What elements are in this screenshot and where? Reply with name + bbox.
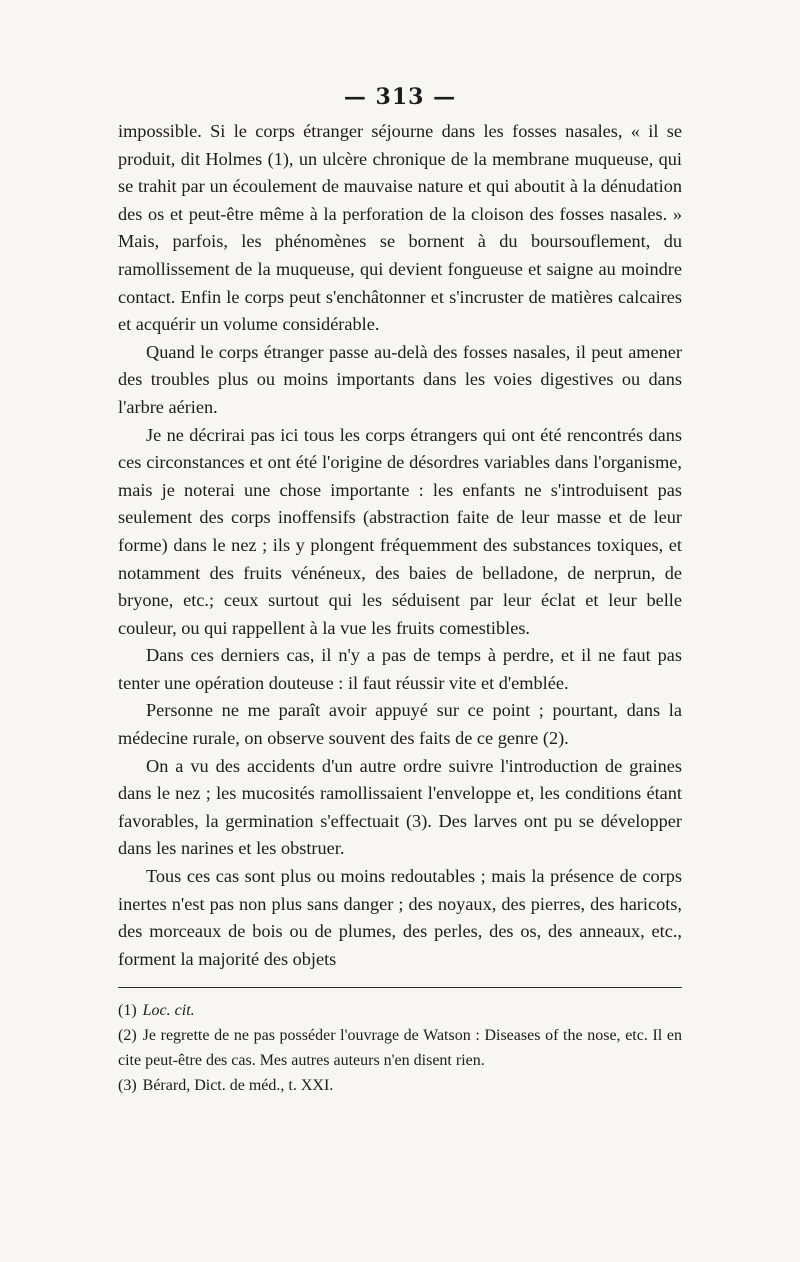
page-number: — 313 — — [343, 84, 457, 110]
paragraph: On a vu des accidents d'un autre ordre suivre l'introduction de graines dans le nez ; les mucosités ramollissaient l'enveloppe et, les conditions étant favorables, la germination s'effectuait (3). Des larves ont pu se développer dans les narines et les obstruer. — [118, 755, 682, 859]
paragraph: impossible. Si le corps étranger séjourne dans les fosses nasales, « il se produit, dit Holmes (1), un ulcère chronique de la membrane muqueuse, qui se trahit par un écoulement de mauvaise nature et qui aboutit à la dénudation des os et peut-être même à la perforation de la cloison des fosses nasales. » Mais, parfois, les phénomènes se bornent à du boursouflement, du ramollissement de la muqueuse, qui devient fongueuse et saigne au moindre contact. Enfin le corps peut s'enchâtonner et s'incruster de matières calcaires et acquérir un volume considérable. — [118, 121, 682, 335]
footnote-divider — [118, 987, 682, 988]
footnote-text: Bérard, Dict. de méd., t. XXI. — [142, 1077, 334, 1095]
footnote-ref: (2) — [118, 1027, 137, 1045]
paragraph: Quand le corps étranger passe au-delà des fosses nasales, il peut amener des troubles plus ou moins importants dans les voies digestives ou dans l'arbre aérien. — [118, 341, 682, 417]
footnote-text: Loc. cit. — [142, 1002, 195, 1020]
paragraph: Je ne décrirai pas ici tous les corps étrangers qui ont été rencontrés dans ces circonstances et ont été l'origine de désordres variables dans l'organisme, mais je noterai une chose importante : les enfants ne s'introduisent pas seulement des corps inoffensifs (abstraction faite de leur masse et de leur forme) dans le nez ; ils y plongent fréquemment des substances toxiques, et notamment des fruits vénéneux, des baies de belladone, de nerprun, de bryone, etc.; ceux surtout qui les séduisent par leur éclat et leur belle couleur, ou qui rappellent à la vue les fruits comestibles. — [118, 424, 682, 638]
paragraph: Tous ces cas sont plus ou moins redoutables ; mais la présence de corps inertes n'est pas non plus sans danger ; des noyaux, des pierres, des haricots, des morceaux de bois ou de plumes, des perles, des os, des anneaux, etc., forment la majorité des objets — [118, 866, 682, 969]
footnote-text: Je regrette de ne pas posséder l'ouvrage de Watson : Diseases of the nose, etc. Il en cite peut-être des cas. Mes autres auteurs n'en disent rien. — [118, 1027, 682, 1070]
footnote — [118, 998, 682, 1023]
footnotes — [118, 998, 682, 1098]
paragraph: Dans ces derniers cas, il n'y a pas de temps à perdre, et il ne faut pas tenter une opération douteuse : il faut réussir vite et d'emblée. — [118, 645, 682, 693]
footnote — [118, 1023, 682, 1073]
body-text — [118, 118, 682, 973]
footnote-ref: (1) — [118, 1002, 137, 1020]
footnote-ref: (3) — [118, 1077, 137, 1095]
paragraph: Personne ne me paraît avoir appuyé sur ce point ; pourtant, dans la médecine rurale, on observe souvent des faits de ce genre (2). — [118, 700, 682, 749]
footnote — [118, 1073, 682, 1098]
